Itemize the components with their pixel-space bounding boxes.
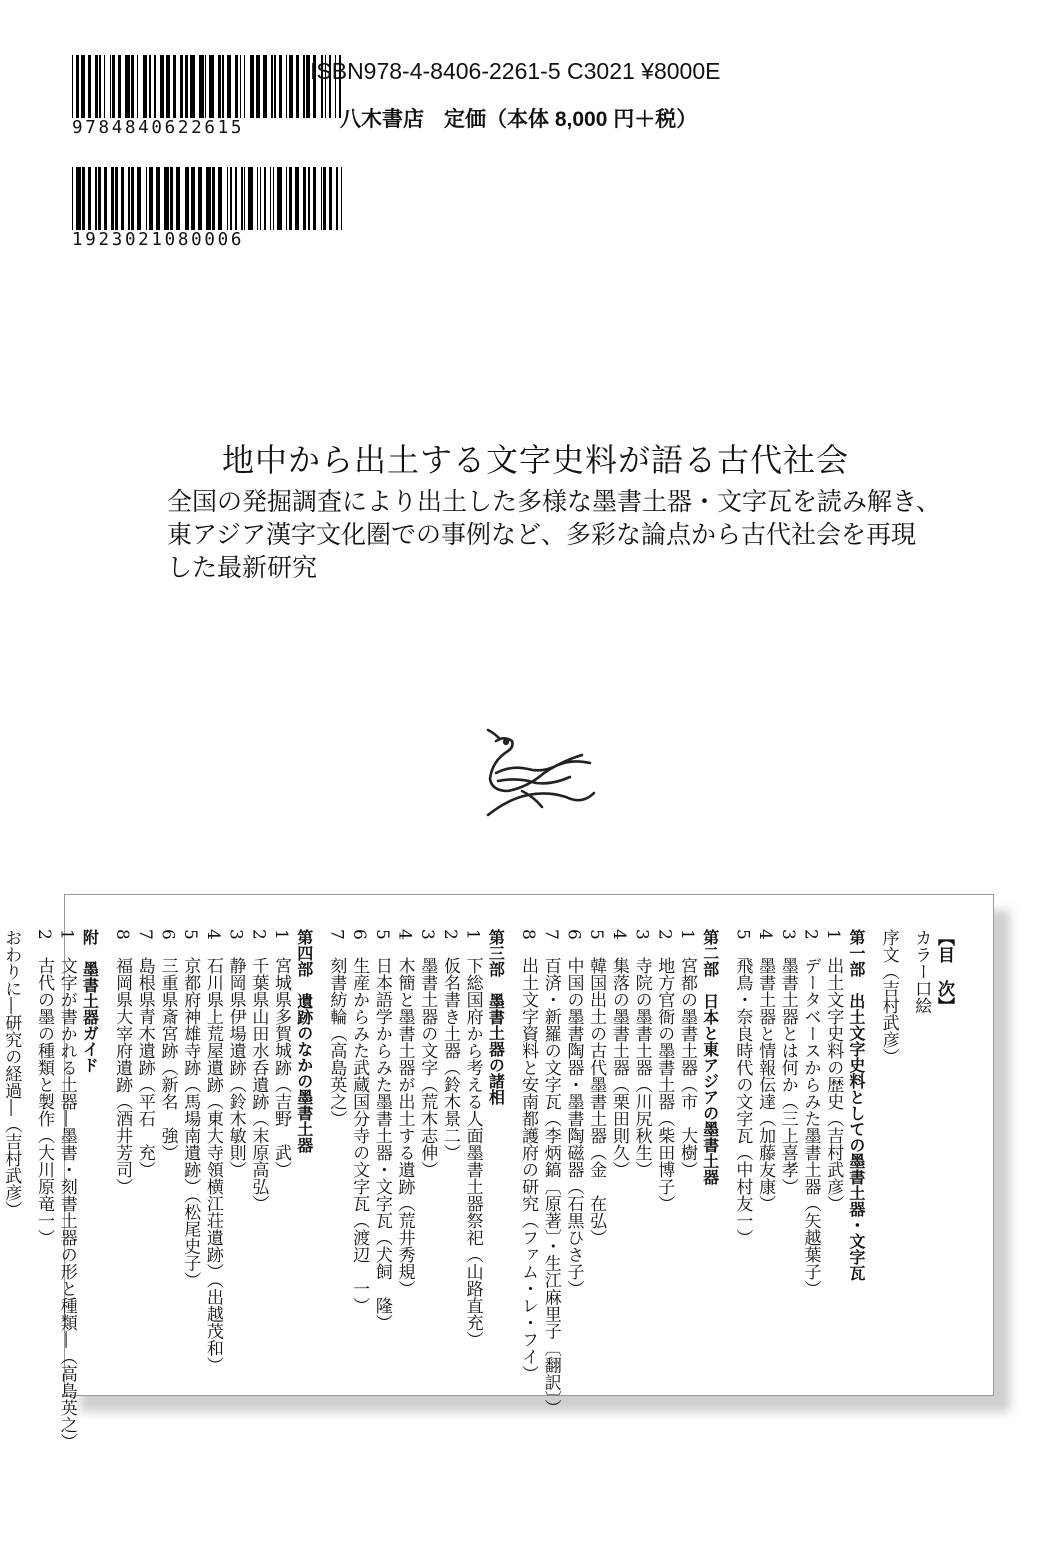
toc-line: 1 下総国府から考える人面墨書土器祭祀（山路直充） [462, 929, 483, 1348]
toc-line: 3 寺院の墨書土器（川尻秋生） [631, 929, 652, 1178]
headline: 地中から出土する文字史料が語る古代社会 [222, 441, 850, 479]
toc-line: 2 古代の墨の種類と製作（大川原竜一） [33, 929, 54, 1246]
toc-part-heading: 第一部 出土文字史料としての墨書土器・文字瓦 [846, 929, 866, 1281]
toc-line: 6 中国の墨書陶器・墨書陶磁器（石黒ひさ子） [563, 929, 584, 1297]
toc-line: 1 宮都の墨書土器（市 大樹） [676, 929, 697, 1178]
toc-line: 2 地方官衙の墨書土器（柴田博子） [654, 929, 675, 1212]
description-line: 全国の発掘調査により出土した多様な墨書土器・文字瓦を読み解き、 [167, 487, 942, 516]
isbn-line: ISBN978-4-8406-2261-5 C3021 ¥8000E [310, 58, 721, 84]
toc-line: 1 出土文字史料の歴史（吉村武彦） [823, 929, 844, 1212]
toc-line: 4 木簡と墨書土器が出土する遺跡（荒井秀規） [394, 929, 415, 1297]
barcode-number: 1923021080006 [72, 230, 245, 250]
toc-line: 8 出土文字資料と安南都護府の研究（ファム・レ・フイ） [518, 929, 539, 1382]
toc-title: 【目 次】 [934, 929, 954, 1014]
description [167, 485, 942, 584]
toc-line: 5 日本語学からみた墨書土器・文字瓦（犬飼 隆） [371, 929, 392, 1331]
table-of-contents [1, 894, 994, 1450]
toc-line: 6 生産からみた武蔵国分寺の文字瓦（渡辺 一） [349, 929, 370, 1314]
barcode-bars [72, 55, 341, 118]
toc-line: カラー口絵 [911, 929, 932, 1014]
toc-line: 序文（吉村武彦） [878, 929, 899, 1065]
barcode-bars [72, 167, 342, 230]
toc-part-heading: 附 墨書土器ガイド [80, 929, 100, 1073]
publisher-name: 八木書店 [340, 108, 424, 131]
description-line: 東アジア漢字文化圏での事例など、多彩な論点から古代社会を再現 [167, 520, 917, 549]
toc-part-heading: 第三部 墨書土器の諸相 [486, 929, 506, 1105]
toc-line: 7 島根県青木遺跡（平石 充） [134, 929, 155, 1178]
toc-line: 4 集落の墨書土器（栗田則久） [608, 929, 629, 1178]
toc-line: 6 三重県斎宮跡（新名 強） [157, 929, 178, 1161]
price-line [340, 103, 697, 133]
toc-line: 5 飛鳥・奈良時代の文字瓦（中村友一） [732, 929, 753, 1246]
toc-line: おわりに―研究の経過―（吉村武彦） [1, 929, 22, 1218]
bird-icon [478, 725, 598, 820]
toc-line: 8 福岡県大宰府遺跡（酒井芳司） [112, 929, 133, 1195]
toc-line: 5 韓国出土の古代墨書土器（金 在弘） [586, 929, 607, 1246]
barcode-number: 9784840622615 [72, 118, 245, 138]
toc-part-heading: 第二部 日本と東アジアの墨書土器 [700, 929, 720, 1185]
barcode-stripe [341, 167, 342, 230]
barcode-price [72, 167, 342, 250]
toc-line: 3 墨書土器の文字（荒木志伸） [417, 929, 438, 1178]
toc-line: 7 百済・新羅の文字瓦（李炳鎬〔原著〕・生江麻里子〔翻訳〕） [540, 929, 561, 1416]
toc-line: 1 宮城県多賀城跡（吉野 武） [271, 929, 292, 1178]
price-text: 定価（本体 8,000 円＋税） [444, 108, 698, 131]
toc-line: 4 墨書土器と情報伝達（加藤友康） [755, 929, 776, 1212]
toc-part-heading: 第四部 遺跡のなかの墨書土器 [294, 929, 314, 1153]
toc-line: 2 千葉県山田水呑遺跡（末原高弘） [248, 929, 269, 1212]
toc-line: 4 石川県上荒屋遺跡（東大寺領横江荘遺跡）（出越茂和） [202, 929, 223, 1374]
description-line: した最新研究 [167, 553, 318, 582]
toc-line: 1 文字が書かれる土器―墨書・刻書土器の形と種類―（高島英之） [56, 929, 77, 1450]
toc-line: 5 京都府神雄寺跡（馬場南遺跡）（松尾史子） [180, 929, 201, 1289]
toc-line: 2 データベースからみた墨書土器（矢越葉子） [800, 929, 821, 1297]
toc-line: 7 刻書紡輪（高島英之） [326, 929, 347, 1127]
toc-line: 2 仮名書き土器（鈴木景二） [439, 929, 460, 1161]
toc-line: 3 静岡県伊場遺跡（鈴木敏則） [225, 929, 246, 1178]
toc-line: 3 墨書土器とは何か（三上喜孝） [777, 929, 798, 1195]
toc-columns [0, 929, 955, 1450]
barcode-isbn [72, 55, 341, 138]
